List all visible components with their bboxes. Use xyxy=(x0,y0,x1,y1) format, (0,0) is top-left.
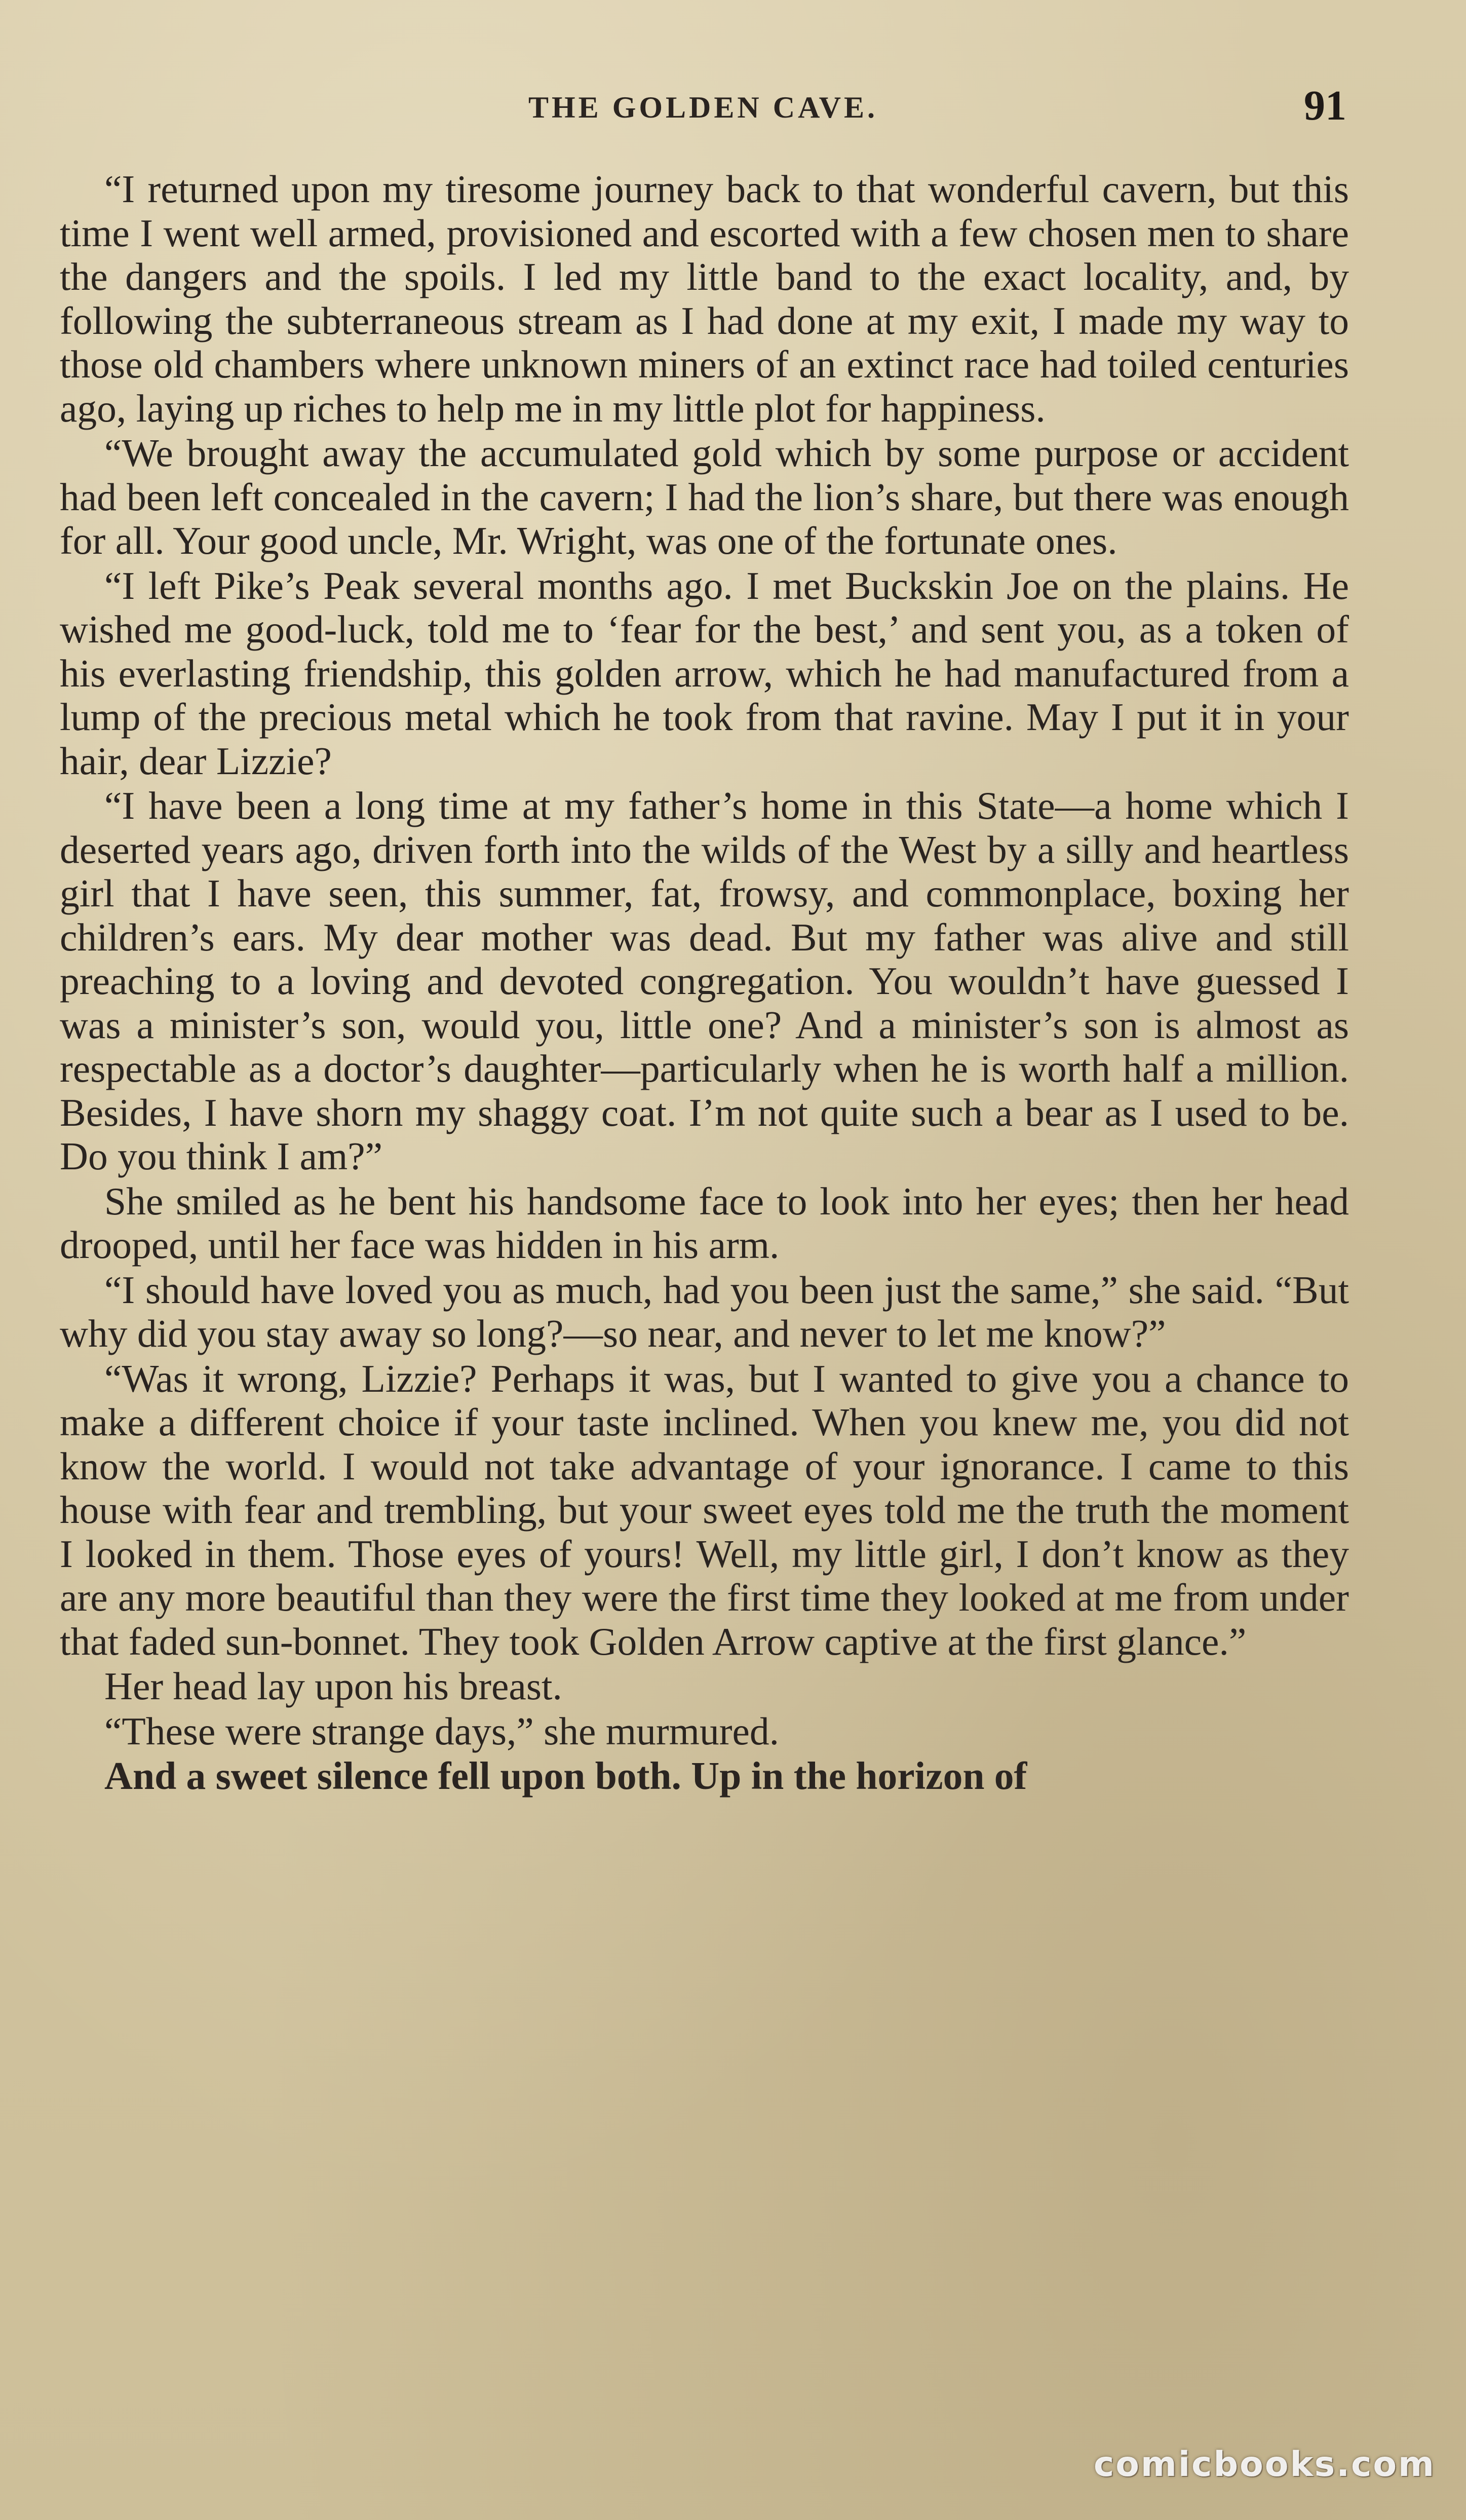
site-watermark: comicbooks.com xyxy=(1093,2445,1436,2485)
paragraph-she-smiled: She smiled as he bent his handsome face to look into her eyes; then her head drooped, until her face was hidden in his arm. xyxy=(60,1179,1349,1267)
paragraph-sweet-silence: And a sweet silence fell upon both. Up in the horizon of xyxy=(104,1754,1027,1798)
body-text xyxy=(60,167,1349,1799)
page-number: 91 xyxy=(1304,82,1346,129)
paragraph-head-on-breast: Her head lay upon his breast. xyxy=(104,1664,562,1708)
paragraph-should-have-loved: “I should have loved you as much, had you been just the same,” she said. “But why did you stay away so long?—so near, and never to let me know?” xyxy=(60,1268,1349,1355)
paragraph-gold-brought: “We brought away the accumulated gold which by some purpose or accident had been left concealed in the cavern; I had the lion’s share, but there was enough for all. Your good uncle, Mr. Wright, was one of the fortunate ones. xyxy=(60,431,1349,562)
running-head xyxy=(60,81,1346,137)
paragraph-pikes-peak: “I left Pike’s Peak several months ago. I met Buckskin Joe on the plains. He wished me good-luck, told me to ‘fear for the best,’ and sent you, as a token of his everlasting friendship, this golden arrow, which he had manufactured from a lump of the precious metal which he took from that ravine. May I put it in your hair, dear Lizzie? xyxy=(60,563,1349,783)
paragraph-cavern-return: “I returned upon my tiresome journey back to that wonderful cavern, but this time I went well armed, provisioned and escorted with a few chosen men to share the dangers and the spoils. I led my little band to the exact locality, and, by following the subterraneous stream as I had done at my exit, I made my way to those old chambers where unknown miners of an extinct race had toiled centuries ago, laying up riches to help me in my little plot for happiness. xyxy=(60,167,1349,430)
paragraph-fathers-home: “I have been a long time at my father’s home in this State—a home which I deserted years ago, driven forth into the wilds of the West by a silly and heartless girl that I have seen, this summer, fat, frowsy, and commonplace, boxing her children’s ears. My dear mother was dead. But my father was alive and still preaching to a loving and devoted congregation. You wouldn’t have guessed I was a minister’s son, would you, little one? And a minister’s son is almost as respectable as a doctor’s daughter—particularly when he is worth half a million. Besides, I have shorn my shaggy coat. I’m not quite such a bear as I used to be. Do you think I am?” xyxy=(60,784,1349,1178)
paragraph-was-it-wrong: “Was it wrong, Lizzie? Perhaps it was, but I wanted to give you a chance to make a different choice if your taste inclined. When you knew me, you did not know the world. I would not take advantage of your ignorance. I came to this house with fear and trembling, but your sweet eyes told me the truth the moment I looked in them. Those eyes of yours! Well, my little girl, I don’t know as they are any more beautiful than they were the first time they looked at me from under that faded sun-bonnet. They took Golden Arrow captive at the first glance.” xyxy=(60,1356,1349,1663)
running-title: THE GOLDEN CAVE. xyxy=(528,91,878,124)
paragraph-strange-days: “These were strange days,” she murmured. xyxy=(104,1709,780,1753)
